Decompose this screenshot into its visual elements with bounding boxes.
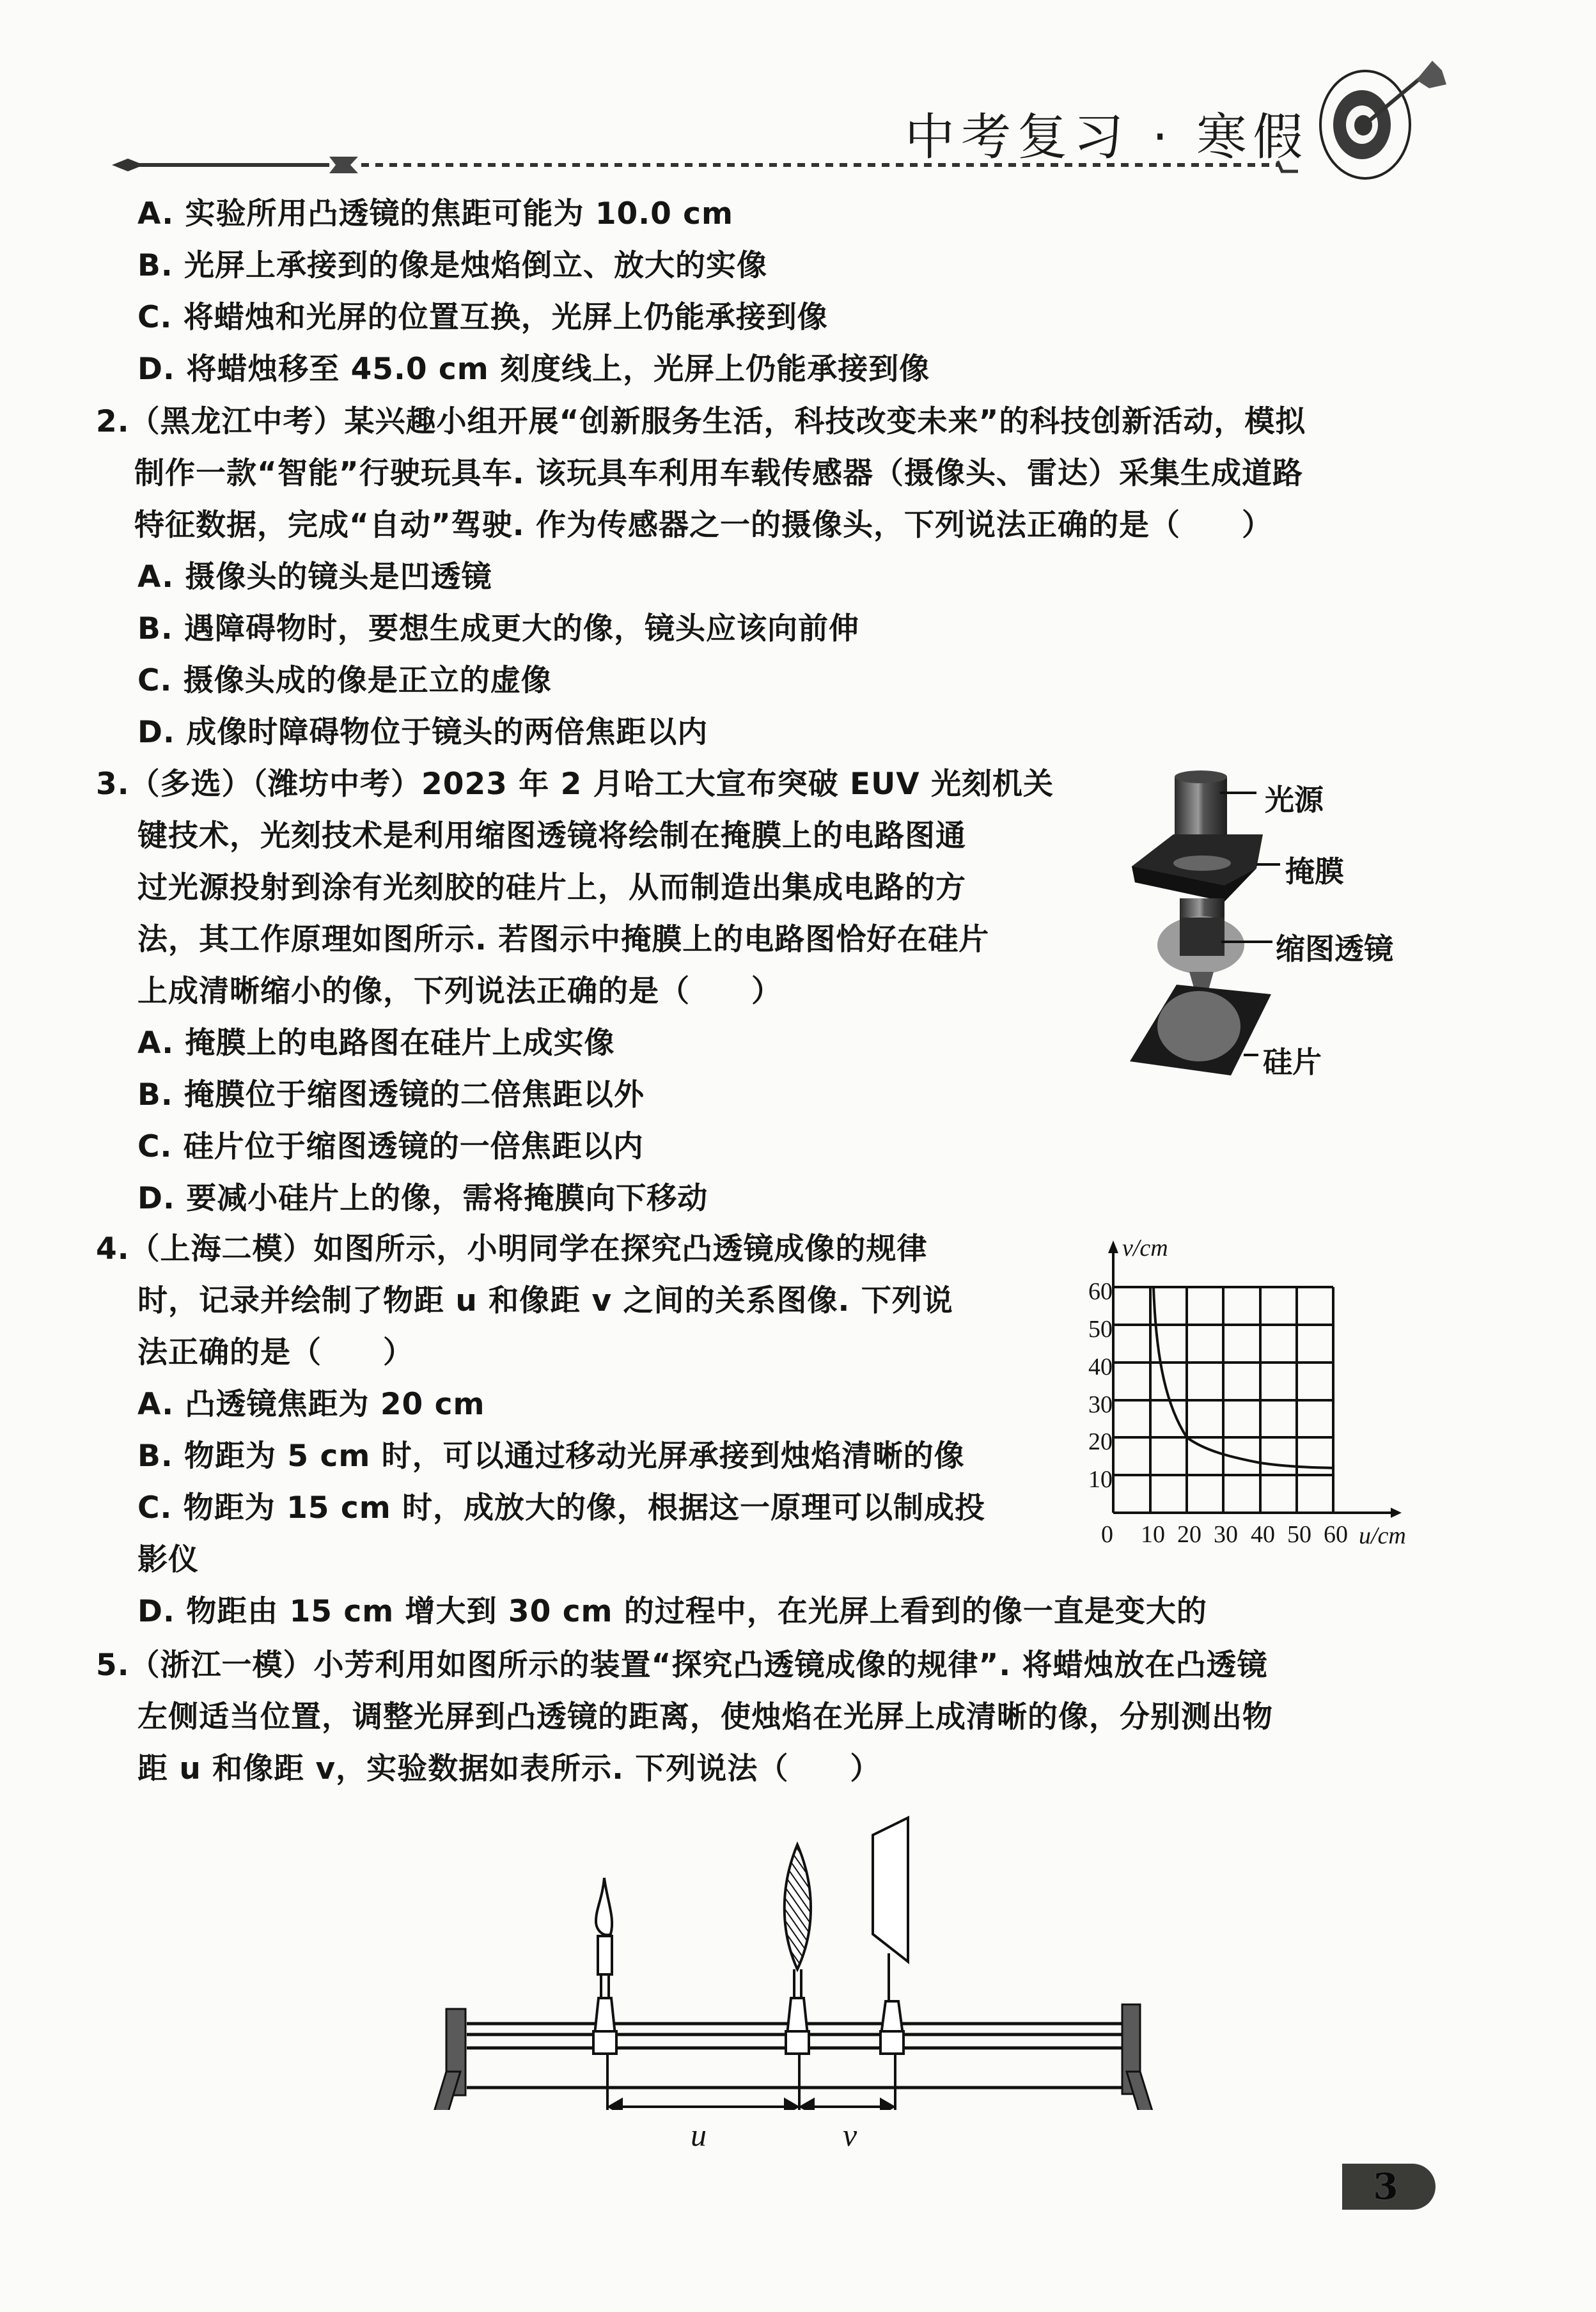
candle-icon [593,1878,616,2054]
q3-stem-line-3: 过光源投射到涂有光刻胶的硅片上，从而制造出集成电路的方 [137,870,966,905]
q2-option-a: A. 摄像头的镜头是凹透镜 [137,559,492,595]
q2-option-c: C. 摄像头成的像是正立的虚像 [137,663,552,698]
q2-stem-line-1: 2.（黑龙江中考）某兴趣小组开展“创新服务生活，科技改变未来”的科技创新活动，模拟 [96,404,1306,439]
silicon-wafer-icon [1130,985,1271,1075]
y-tick-40: 40 [1088,1354,1113,1380]
q1-option-c: C. 将蜡烛和光屏的位置互换，光屏上仍能承接到像 [137,300,828,335]
header-title: 中考复习 · 寒假 [905,109,1310,166]
q4-option-b: B. 物距为 5 cm 时，可以通过移动光屏承接到烛焰清晰的像 [137,1439,965,1474]
q4-stem-line-2: 时，记录并绘制了物距 u 和像距 v 之间的关系图像. 下列说 [137,1283,953,1318]
page-number: 3 [1373,2166,1398,2208]
light-source-icon [1175,770,1227,841]
q1-option-d: D. 将蜡烛移至 45.0 cm 刻度线上，光屏上仍能承接到像 [137,352,930,387]
mask-plate-icon [1132,834,1263,902]
distance-markers [607,2052,895,2110]
q3-option-a: A. 掩膜上的电路图在硅片上成实像 [137,1026,615,1061]
optical-bench-figure [396,1790,1189,2110]
label-mask: 掩膜 [1285,854,1344,889]
label-reduction-lens: 缩图透镜 [1276,932,1393,966]
q3-option-c: C. 硅片位于缩图透镜的一倍焦距以内 [137,1129,644,1164]
y-tick-50: 50 [1088,1316,1113,1343]
light-screen-icon [873,1818,908,2054]
q3-option-d: D. 要减小硅片上的像，需将掩膜向下移动 [137,1181,708,1216]
q4-option-d: D. 物距由 15 cm 增大到 30 cm 的过程中，在光屏上看到的像一直是变大的 [137,1594,1207,1629]
q3-option-b: B. 掩膜位于缩图透镜的二倍焦距以外 [137,1077,645,1113]
x-tick-10: 10 [1141,1521,1165,1548]
q2-option-b: B. 遇障碍物时，要想生成更大的像，镜头应该向前伸 [137,611,860,646]
x-tick-40: 40 [1251,1521,1275,1548]
q4-option-c-cont: 影仪 [137,1542,199,1577]
y-axis-label: v/cm [1122,1235,1168,1261]
chart-grid [1108,1240,1402,1518]
q2-stem-line-2: 制作一款“智能”行驶玩具车. 该玩具车利用车载传感器（摄像头、雷达）采集生成道路 [134,456,1303,491]
reduction-lens-icon [1157,916,1244,974]
x-axis-label: u/cm [1359,1522,1406,1549]
q2-stem-line-3: 特征数据，完成“自动”驾驶. 作为传感器之一的摄像头，下列说法正确的是（ ） [134,508,1272,543]
x-tick-60: 60 [1324,1521,1348,1548]
q3-stem-line-4: 法，其工作原理如图所示. 若图示中掩膜上的电路图恰好在硅片 [137,922,990,957]
q1-option-a: A. 实验所用凸透镜的焦距可能为 10.0 cm [137,196,733,231]
label-u: u [691,2117,707,2153]
q3-stem-line-5: 上成清晰缩小的像，下列说法正确的是（ ） [137,974,782,1009]
q4-option-a: A. 凸透镜焦距为 20 cm [137,1387,485,1422]
x-tick-30: 30 [1214,1521,1238,1548]
q3-stem-line-1: 3.（多选）（潍坊中考）2023 年 2 月哈工大宣布突破 EUV 光刻机关 [96,767,1054,802]
x-tick-20: 20 [1177,1521,1201,1548]
page-number-tab [1342,2164,1436,2210]
arrow-decoration-icon [112,157,358,173]
q4-option-c: C. 物距为 15 cm 时，成放大的像，根据这一原理可以制成投 [137,1490,986,1526]
uv-chart [1087,1215,1471,1573]
q1-option-b: B. 光屏上承接到的像是烛焰倒立、放大的实像 [137,248,768,283]
y-tick-20: 20 [1088,1428,1113,1455]
label-v: v [843,2117,857,2153]
q4-stem-line-1: 4.（上海二模）如图所示，小明同学在探究凸透镜成像的规律 [96,1231,928,1267]
label-silicon-wafer: 硅片 [1263,1045,1322,1079]
x-tick-0: 0 [1101,1521,1113,1548]
uv-curve [1154,1287,1333,1468]
target-dart-icon [1320,61,1446,178]
header-decoration [0,0,1596,205]
q2-option-d: D. 成像时障碍物位于镜头的两倍焦距以内 [137,715,708,750]
q4-stem-line-3: 法正确的是（ ） [137,1335,414,1370]
y-tick-10: 10 [1088,1466,1113,1493]
x-tick-50: 50 [1287,1521,1311,1548]
q3-stem-line-2: 键技术，光刻技术是利用缩图透镜将绘制在掩膜上的电路图通 [137,818,966,854]
q5-stem-line-1: 5.（浙江一模）小芳利用如图所示的装置“探究凸透镜成像的规律”. 将蜡烛放在凸透镜 [96,1648,1268,1683]
convex-lens-icon [785,1845,811,2054]
y-tick-60: 60 [1088,1278,1113,1305]
q5-stem-line-3: 距 u 和像距 v，实验数据如表所示. 下列说法（ ） [137,1751,881,1786]
y-tick-30: 30 [1088,1391,1113,1418]
label-light-source: 光源 [1265,783,1324,817]
q5-stem-line-2: 左侧适当位置，调整光屏到凸透镜的距离，使烛焰在光屏上成清晰的像，分别测出物 [137,1699,1273,1735]
